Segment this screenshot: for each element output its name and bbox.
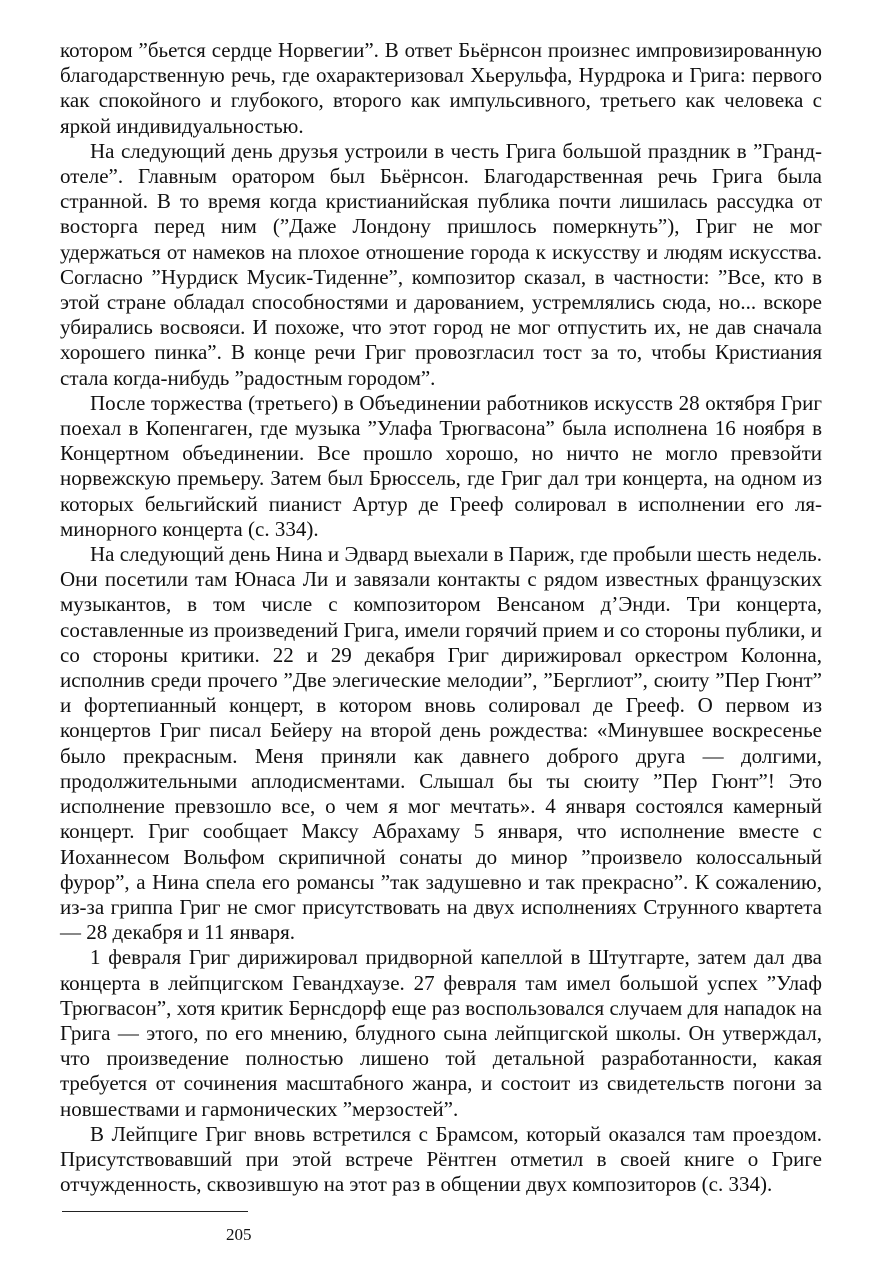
paragraph-4: На следующий день Нина и Эдвард выехали в Париж, где пробыли шесть недель. Они посетили там Юнаса Ли и завязали контакты с рядом известных французских музыкантов, в том числе с композитором Венсаном д’Энди. Три концерта, составленные из произведений Грига, имели горячий прием и со стороны публики, и со стороны критики. 22 и 29 декабря Григ дирижировал оркестром Колонна, исполнив среди прочего ”Две элегические мелодии”, ”Берглиот”, сюиту ”Пер Гюнт” и фортепианный концерт, в котором вновь солировал де Грееф. О первом из концертов Григ писал Бейеру на второй день рождества: «Минувшее воскресенье было прекрасным. Меня приняли как давнего доброго друга — долгими, продолжительными аплодисментами. Слышал бы ты сюиту ”Пер Гюнт”! Это исполнение превзошло все, о чем я мог мечтать». 4 января состоялся камерный концерт. Григ сообщает Максу Абрахаму 5 января, что исполнение вместе с Иоханнесом Вольфом скрипичной сонаты до минор ”произвело колоссальный фурор”, а Нина спела его романсы ”так задушевно и так прекрасно”. К сожалению, из-за гриппа Григ не смог присутствовать на двух исполнениях Струнного квартета — 28 декабря и 11 января. (60, 542, 822, 945)
paragraph-6: В Лейпциге Григ вновь встретился с Брамсом, который оказался там проездом. Присутствовавший при этой встрече Рёнтген отметил в своей книге о Григе отчужденность, сквозившую на этот раз в общении двух композиторов (с. 334). (60, 1121, 822, 1197)
footnote-rule (62, 1211, 248, 1212)
page-number: 205 (226, 1225, 252, 1244)
page-body (60, 38, 822, 1197)
paragraph-2: На следующий день друзья устроили в честь Грига большой праздник в ”Гранд-отеле”. Главным оратором был Бьёрнсон. Благодарственная речь Грига была странной. В то время когда кристианийская публика почти лишилась рассудка от восторга перед ним (”Даже Лондону пришлось померкнуть”), Григ не мог удержаться от намеков на плохое отношение города к искусству и людям искусства. Согласно ”Нурдиск Мусик-Тиденне”, композитор сказал, в частности: ”Все, кто в этой стране обладал способностями и дарованием, устремлялись сюда, но... вскоре убирались восвояси. И похоже, что этот город не мог отпустить их, не дав сначала хорошего пинка”. В конце речи Григ провозгласил тост за то, чтобы Кристиания стала когда-нибудь ”радостным городом”. (60, 138, 822, 390)
paragraph-3: После торжества (третьего) в Объединении работников искусств 28 октября Григ поехал в Копенгаген, где музыка ”Улафа Трюгвасона” была исполнена 16 ноября в Концертном объединении. Все прошло хорошо, но ничто не могло превзойти норвежскую премьеру. Затем был Брюссель, где Григ дал три концерта, на одном из которых бельгийский пианист Артур де Грееф солировал в исполнении его ля-минорного концерта (с. 334). (60, 390, 822, 541)
paragraph-5: 1 февраля Григ дирижировал придворной капеллой в Штутгарте, затем дал два концерта в лейпцигском Гевандхаузе. 27 февраля там имел большой успех ”Улаф Трюгвасон”, хотя критик Бернсдорф еще раз воспользовался случаем для нападок на Грига — этого, по его мнению, блудного сына лейпцигской школы. Он утверждал, что произведение полностью лишено той детальной разработанности, какая требуется от сочинения масштабного жанра, и состоит из свидетельств погони за новшествами и гармонических ”мерзостей”. (60, 945, 822, 1121)
paragraph-1: котором ”бьется сердце Норвегии”. В ответ Бьёрнсон произнес импровизированную благодарственную речь, где охарактеризовал Хьерульфа, Нурдрока и Грига: первого как спокойного и глубокого, второго как импульсивного, третьего как человека с яркой индивидуальностью. (60, 38, 822, 138)
